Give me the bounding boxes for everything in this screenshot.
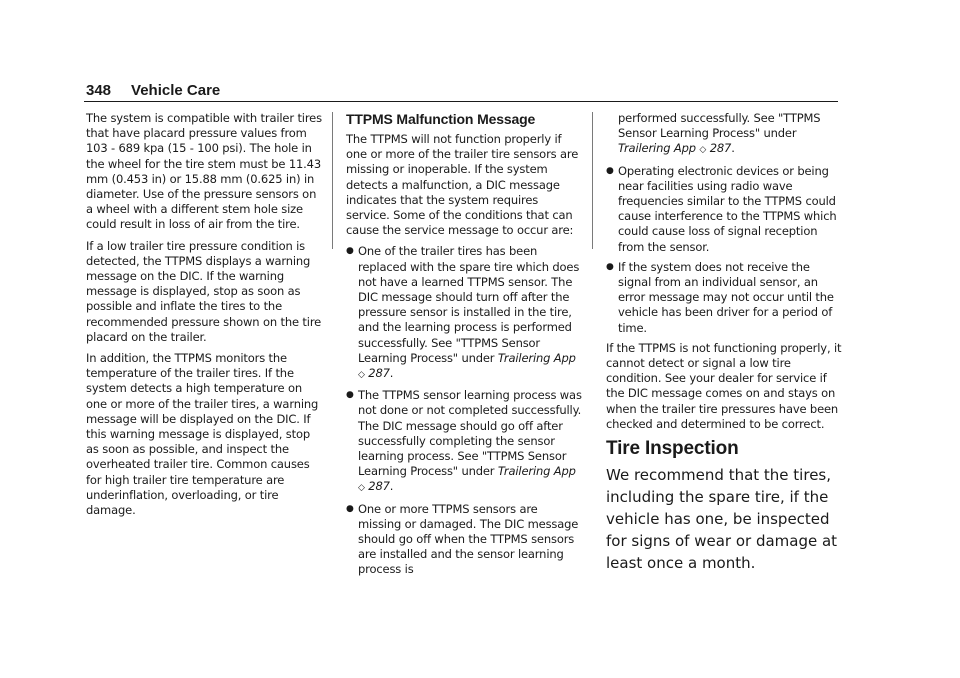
list-item: ● The TTPMS sensor learning process was not done or not completed successfully. The DIC message should go off after successfully completing the sensor learning process. See "TTPMS Sensor Learning Process" under Trailering App ◇ 287. <box>346 388 582 494</box>
list-item-text: Operating electronic devices or being near facilities using radio wave frequencies similar to the TTPMS could cause interference to the TTPMS which could cause loss of signal reception from the sensor. <box>618 163 837 254</box>
header-rule <box>84 101 838 102</box>
paragraph: If a low trailer tire pressure condition is detected, the TTPMS displays a warning message on the DIC. If the warning message is displayed, stop as soon as possible and inflate the tires to the recommended pressure shown on the tire placard on the trailer. <box>86 238 322 344</box>
cross-reference-link[interactable]: Trailering App <box>618 141 696 156</box>
page-reference-number[interactable]: 287 <box>368 479 390 494</box>
paragraph: The TTPMS will not function properly if one or more of the trailer tire sensors are missing or inoperable. If the system detects a malfunction, a DIC message indicates that the system requires service. Some of the conditions that can cause the service message to occur are: <box>346 132 579 238</box>
page-reference-number[interactable]: 287 <box>709 141 732 156</box>
list-item <box>346 502 584 578</box>
section-title: Vehicle Care <box>131 82 221 99</box>
page-reference-icon: ◇ <box>699 145 707 156</box>
page-reference-icon: ◇ <box>358 370 365 381</box>
list-item-text: The TTPMS sensor learning process was not done or not completed successfully. The DIC message should go off after successfully completing the sensor learning process. See "TTPMS Sensor Learning Process" under <box>358 388 582 479</box>
column-divider <box>592 112 593 249</box>
bullet-list <box>606 164 842 336</box>
list-item-continuation: performed successfully. See "TTPMS Sensor Learning Process" under Trailering App ◇ 287. <box>618 111 821 156</box>
column-middle <box>346 111 584 583</box>
list-item <box>606 260 842 336</box>
paragraph: If the TTPMS is not functioning properly, it cannot detect or signal a low tire condition. See your dealer for service if the DIC message comes on and stays on when the trailer tire pressures have been checked and determined to be correct. <box>606 340 842 431</box>
bullet-icon: ● <box>606 165 614 176</box>
bullet-icon: ● <box>346 503 354 514</box>
subsection-heading: TTPMS Malfunction Message <box>346 111 536 127</box>
section-heading: Tire Inspection <box>606 438 739 460</box>
bullet-icon: ● <box>346 390 354 401</box>
lead-paragraph: We recommend that the tires, including the spare tire, if the vehicle has one, be inspected for signs of wear or damage at least once a month. <box>606 466 838 573</box>
cross-reference-link[interactable]: Trailering App <box>497 350 576 365</box>
bullet-icon: ● <box>606 261 614 272</box>
cross-reference-link[interactable]: Trailering App <box>497 464 576 479</box>
list-item-text: One of the trailer tires has been replaced with the spare tire which does not have a learned TTPMS sensor. The DIC message should turn off after the pressure sensor is installed in the tire, and the learning process is performed successfully. See "TTPMS Sensor Learning Process" under <box>358 244 580 365</box>
paragraph: The system is compatible with trailer tires that have placard pressure values from 103 - 689 kpa (15 - 100 psi). The hole in the wheel for the tire stem must be 11.43 mm (0.453 in) or 15.88 mm (0.625 in) in diameter. Use of the pressure sensors on a wheel with a different stem hole size could result in loss of air from the tire. <box>86 111 322 232</box>
bullet-icon: ● <box>346 246 354 257</box>
page-number: 348 <box>86 82 112 99</box>
list-item-text: performed successfully. See "TTPMS Sensor Learning Process" under <box>618 111 821 141</box>
column-right <box>606 111 842 580</box>
list-item: ● One of the trailer tires has been replaced with the spare tire which does not have a learned TTPMS sensor. The DIC message should turn off after the pressure sensor is installed in the tire, and the learning process is performed successfully. See "TTPMS Sensor Learning Process" under Trailering App ◇ 287. <box>346 244 580 381</box>
bullet-list <box>346 244 584 577</box>
list-item-text: If the system does not receive the signal from an individual sensor, an error message may not occur until the vehicle has been driver for a period of time. <box>618 259 834 335</box>
list-item-text: One or more TTPMS sensors are missing or damaged. The DIC message should go off when the TTPMS sensors are installed and the sensor learning process is <box>358 501 579 577</box>
paragraph: In addition, the TTPMS monitors the temperature of the trailer tires. If the system detects a high temperature on one or more of the trailer tires, a warning message will be displayed on the DIC. If this warning message is displayed, stop as soon as possible, and inspect the overheated trailer tire. Common causes for high trailer tire temperature are underinflation, overloading, or tire damage. <box>86 351 319 518</box>
page-header <box>86 82 220 100</box>
list-item <box>606 164 842 255</box>
column-divider <box>332 112 333 249</box>
page-reference-number[interactable]: 287 <box>368 366 390 381</box>
page-reference-icon: ◇ <box>358 483 365 494</box>
column-left <box>86 111 322 524</box>
